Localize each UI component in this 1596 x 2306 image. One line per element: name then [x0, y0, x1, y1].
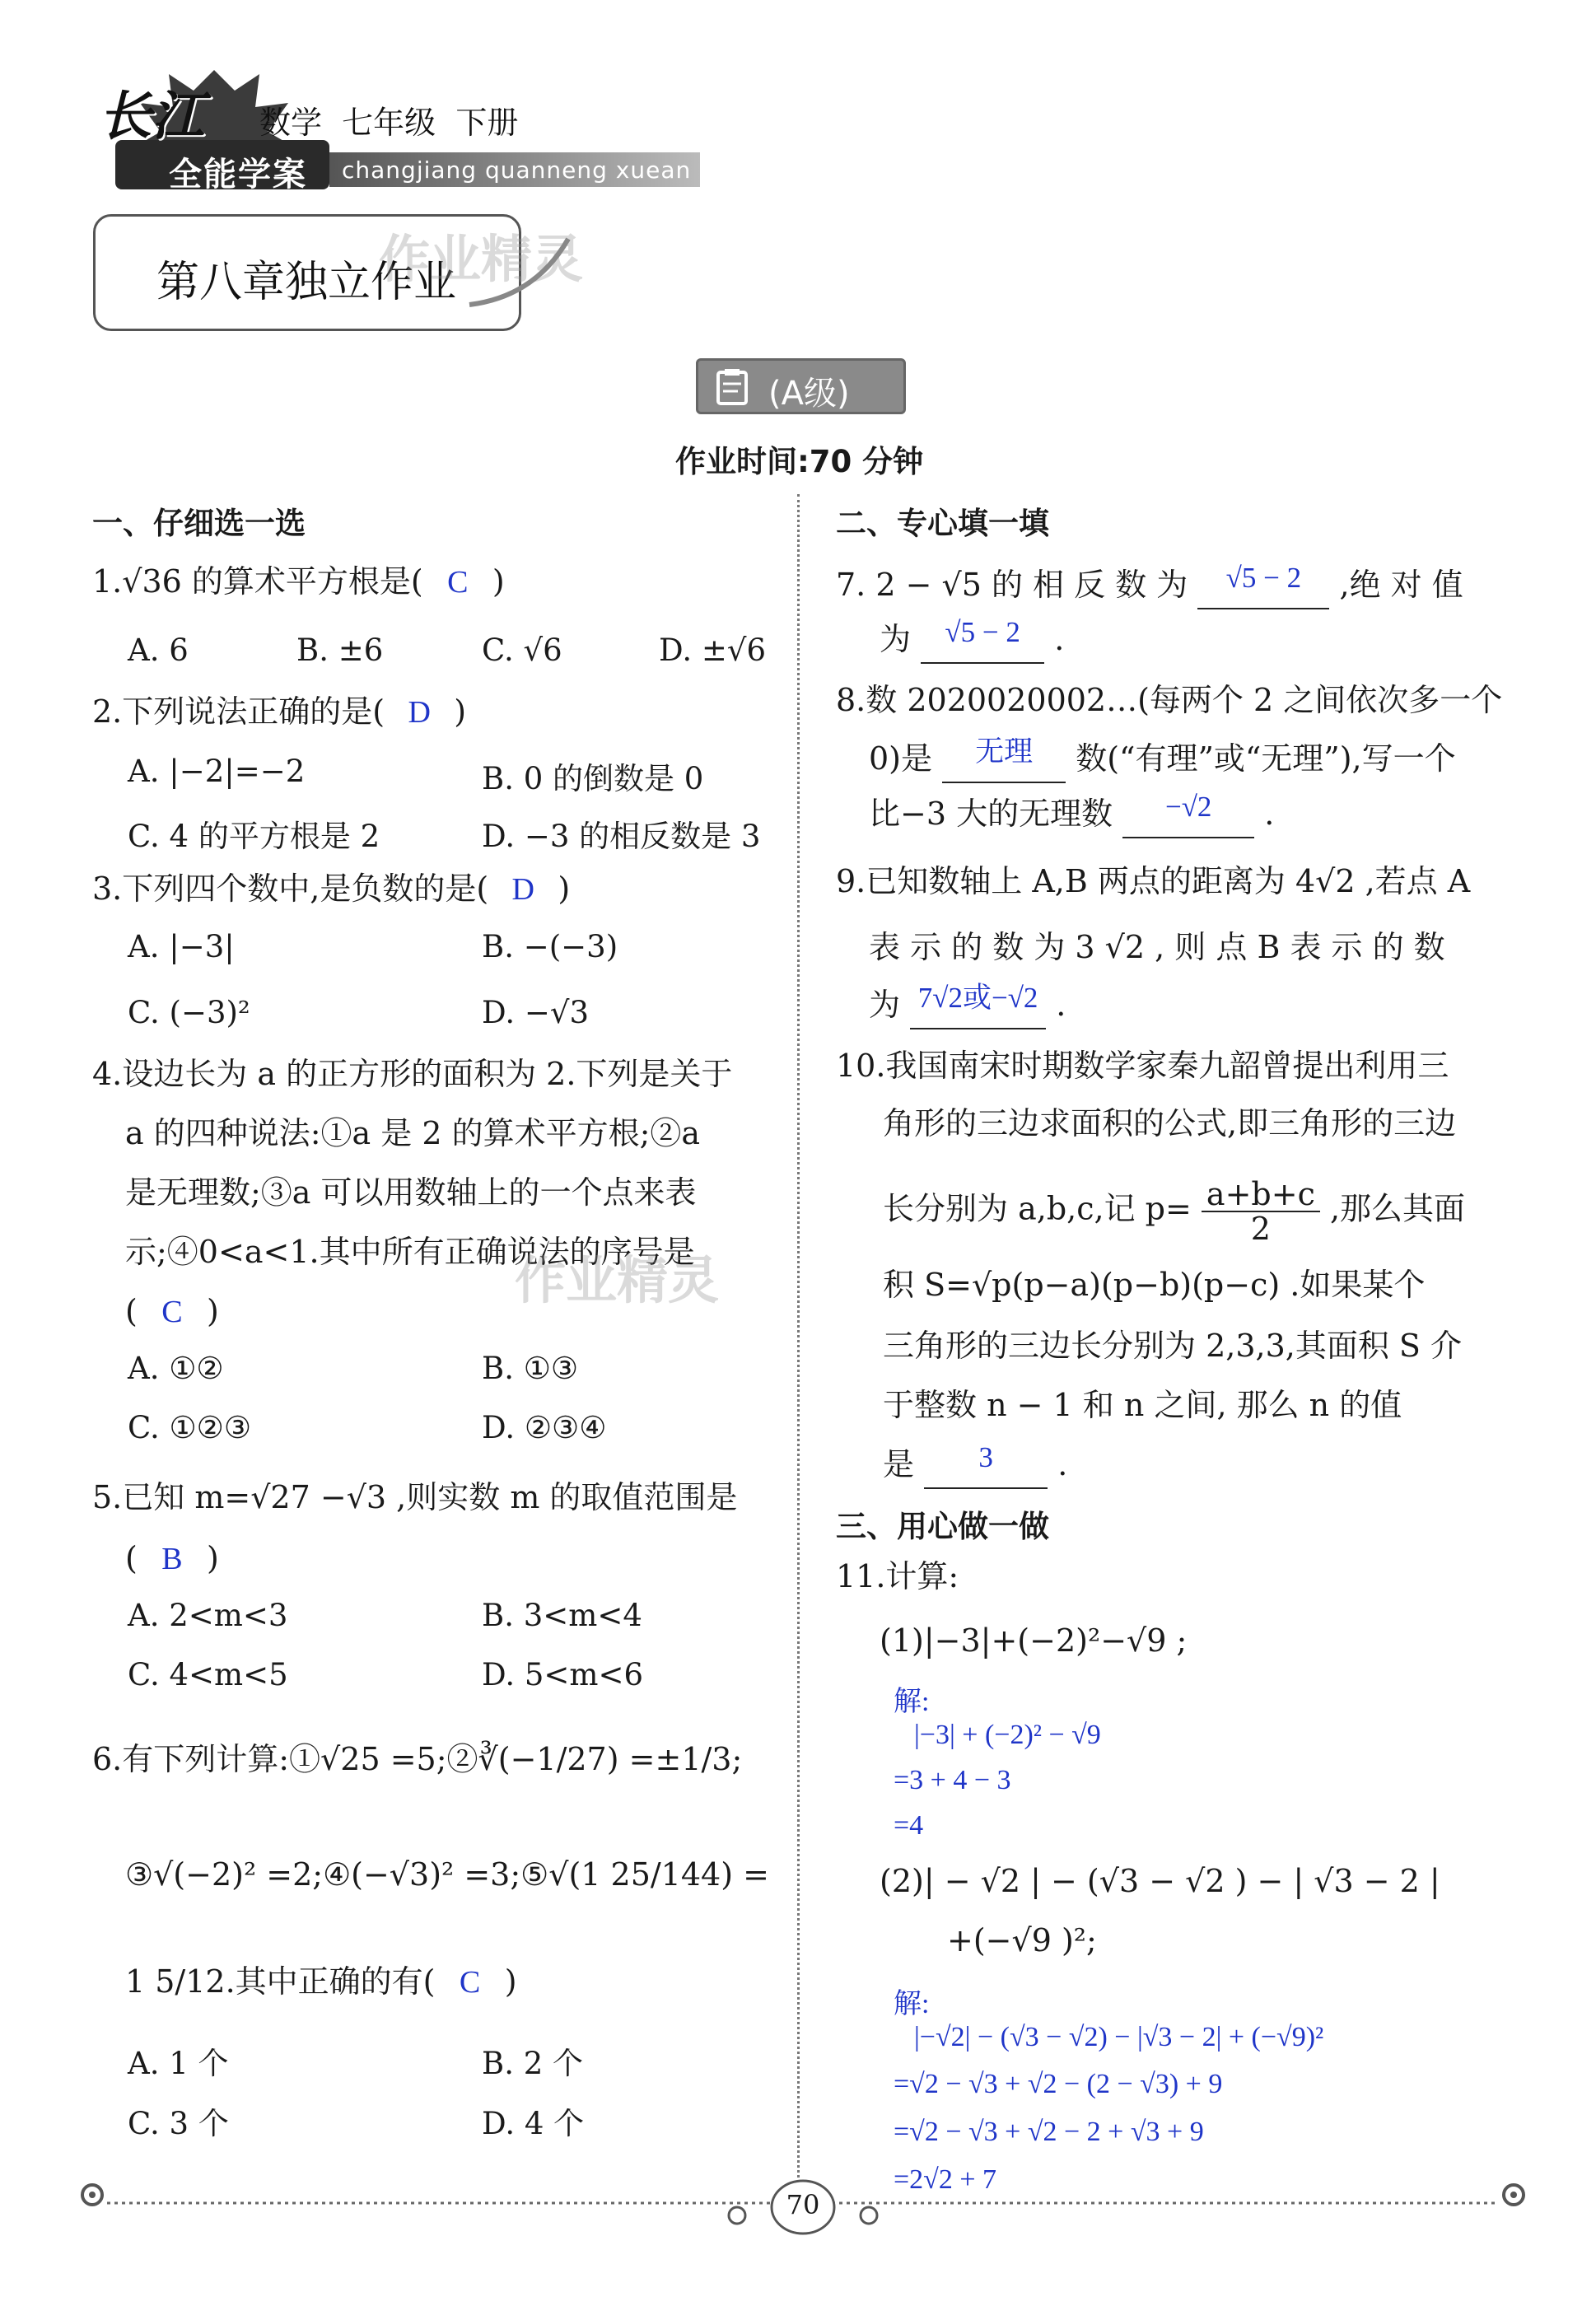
- q4-answer: C: [161, 1295, 183, 1329]
- q2-stem: 2.下列说法正确的是(: [92, 693, 385, 730]
- q11-title: 11.计算:: [836, 1558, 959, 1594]
- q2-close: ): [454, 693, 467, 730]
- q7-pre2: 为: [880, 621, 912, 657]
- q10-line-6: 于整数 n − 1 和 n 之间, 那么 n 的值: [883, 1387, 1402, 1423]
- q4-option-d: D. ②③④: [482, 1410, 607, 1445]
- q5-answer-line: [125, 1537, 219, 1580]
- section-1-heading: 一、仔细选一选: [92, 506, 306, 541]
- q1-option-b: B. ±6: [296, 633, 384, 668]
- q5-answer: B: [161, 1542, 183, 1576]
- q10-l3b: ,那么其面: [1329, 1190, 1466, 1227]
- q6-close: ): [504, 1963, 517, 2000]
- q8-end: .: [1264, 796, 1275, 832]
- q9-end: .: [1056, 987, 1066, 1023]
- q8-blank-1: [942, 737, 1066, 783]
- q2-answer: D: [408, 695, 431, 730]
- q11-part-2a: (2)| − √2 | − (√3 − √2 ) − | √3 − 2 |: [880, 1863, 1440, 1899]
- q4-option-a: A. ①②: [128, 1351, 224, 1386]
- q8-blank-2: [1122, 792, 1254, 838]
- q6-option-a: A. 1 个: [128, 2046, 229, 2081]
- q3-answer: D: [511, 872, 534, 907]
- q10-line-2: 角形的三边求面积的公式,即三角形的三边: [883, 1105, 1457, 1141]
- q11-sol1-line-1: 解:: [894, 1687, 930, 1717]
- book-info: 数学 七年级 下册: [259, 105, 519, 141]
- q11-sol1-line-4: =4: [894, 1810, 924, 1841]
- q8-l3a: 比−3 大的无理数: [869, 796, 1113, 832]
- q4-line-3: 是无理数;③a 可以用数轴上的一个点来表: [125, 1174, 697, 1211]
- section-2-heading: 二、专心填一填: [836, 506, 1049, 541]
- q4-line-2: a 的四种说法:①a 是 2 的算术平方根;②a: [125, 1115, 701, 1151]
- q3-stem: 3.下列四个数中,是负数的是(: [92, 871, 489, 907]
- q3-option-a: A. |−3|: [128, 929, 235, 964]
- q6-line-2: ③√(−2)² =2;④(−√3)² =3;⑤√(1 25/144) =: [125, 1856, 769, 1893]
- q9-answer: 7√2或−√2: [917, 982, 1038, 1014]
- q4-close: ): [207, 1293, 219, 1329]
- q10-line-3: [883, 1178, 1465, 1245]
- q1-close: ): [492, 563, 505, 600]
- q7-blank-1: [1197, 563, 1329, 609]
- logo-bottom-text: 全能学案: [169, 156, 307, 194]
- q3-text: [92, 867, 570, 911]
- q11-sol1-line-2: |−3| + (−2)² − √9: [914, 1720, 1101, 1750]
- q5-close: ): [207, 1540, 219, 1576]
- q7-stem: 7. 2 − √5 的 相 反 数 为: [836, 567, 1188, 603]
- q7-answer-1: √5 − 2: [1225, 562, 1302, 594]
- q1-option-a: A. 6: [128, 633, 189, 668]
- q9-line-2: 表 示 的 数 为 3 √2 , 则 点 B 表 示 的 数: [869, 929, 1445, 965]
- q6-option-d: D. 4 个: [482, 2106, 585, 2141]
- swoosh-decoration: [461, 222, 585, 321]
- level-badge: [696, 358, 906, 414]
- watermark-middle: 作业精灵: [515, 1250, 720, 1310]
- q7-end: .: [1054, 621, 1065, 657]
- q4-option-b: B. ①③: [482, 1351, 579, 1386]
- q7-mid: ,绝 对 值: [1339, 567, 1463, 603]
- q1-text: [92, 560, 505, 604]
- q11-sol2-line-2: |−√2| − (√3 − √2) − |√3 − 2| + (−√9)²: [914, 2022, 1324, 2052]
- q8-line-1: 8.数 2020020002…(每两个 2 之间依次多一个: [836, 682, 1503, 718]
- level-text: (A级): [768, 375, 850, 413]
- q10-answer: 3: [978, 1441, 993, 1473]
- q4-line-1: 4.设边长为 a 的正方形的面积为 2.下列是关于: [92, 1056, 733, 1092]
- q10-line-7: [883, 1443, 1067, 1489]
- column-divider: [797, 494, 800, 2182]
- q11-sol2-line-4: =√2 − √3 + √2 − 2 + √3 + 9: [894, 2117, 1204, 2147]
- q10-l7a: 是: [883, 1446, 915, 1482]
- q3-option-d: D. −√3: [482, 995, 589, 1030]
- time-line: 作业时间:70 分钟: [675, 444, 924, 479]
- q5-option-d: D. 5<m<6: [482, 1657, 644, 1692]
- q11-part-2b: +(−√9 )²;: [947, 1922, 1097, 1958]
- q8-line-3: [869, 792, 1274, 838]
- q2-option-b: B. 0 的倒数是 0: [482, 761, 704, 796]
- page-number: 70: [786, 2189, 820, 2220]
- q10-line-1: 10.我国南宋时期数学家秦九韶曾提出利用三: [836, 1048, 1449, 1084]
- q3-option-c: C. (−3)²: [128, 995, 250, 1030]
- section-3-heading: 三、用心做一做: [836, 1509, 1049, 1544]
- chapter-title: 第八章独立作业: [156, 258, 457, 307]
- q8-answer-2: −√2: [1164, 791, 1212, 823]
- watermark-top: 作业精灵: [379, 229, 584, 289]
- q9-l3a: 为: [869, 987, 901, 1023]
- q6-option-c: C. 3 个: [128, 2106, 229, 2141]
- q1-option-d: D. ±√6: [659, 633, 766, 668]
- header: [91, 58, 700, 198]
- q4-line-4: 示;④0<a<1.其中所有正确说法的序号是: [125, 1234, 695, 1270]
- q7-line-2: [880, 618, 1064, 664]
- q10-l3a: 长分别为 a,b,c,记 p=: [883, 1190, 1192, 1227]
- q11-sol2-line-1: 解:: [894, 1989, 930, 2019]
- q10-frac-num: a+b+c: [1202, 1178, 1320, 1212]
- q5-text: 5.已知 m=√27 −√3 ,则实数 m 的取值范围是: [92, 1479, 738, 1515]
- q1-stem: 1.√36 的算术平方根是(: [92, 563, 423, 600]
- q8-l2b: 数(“有理”或“无理”),写一个: [1076, 740, 1456, 777]
- q9-blank: [910, 983, 1046, 1029]
- q11-sol2-line-5: =2√2 + 7: [894, 2164, 997, 2195]
- q10-end: .: [1057, 1446, 1068, 1482]
- q5-open: (: [125, 1540, 138, 1576]
- q9-line-3: [869, 983, 1066, 1029]
- q10-line-5: 三角形的三边长分别为 2,3,3,其面积 S 介: [883, 1328, 1463, 1364]
- pinyin-text: changjiang quanneng xuean: [342, 156, 692, 184]
- q11-sol2-line-3: =√2 − √3 + √2 − (2 − √3) + 9: [894, 2069, 1223, 2099]
- q5-option-b: B. 3<m<4: [482, 1598, 642, 1633]
- q4-option-c: C. ①②③: [128, 1410, 252, 1445]
- q3-close: ): [558, 871, 571, 907]
- q2-text: [92, 690, 466, 734]
- q1-option-c: C. √6: [482, 633, 562, 668]
- logo-top-text: 长江: [99, 86, 204, 147]
- q8-l2a: 0)是: [869, 740, 933, 777]
- q7-line-1: [836, 563, 1463, 609]
- q8-answer-1: 无理: [975, 735, 1034, 768]
- clipboard-icon: [713, 367, 753, 407]
- q7-blank-2: [921, 618, 1044, 664]
- q2-option-c: C. 4 的平方根是 2: [128, 819, 380, 854]
- q11-sol1-line-3: =3 + 4 − 3: [894, 1765, 1011, 1795]
- q1-answer: C: [447, 565, 469, 600]
- q5-option-a: A. 2<m<3: [128, 1598, 288, 1633]
- q6-line-1: 6.有下列计算:①√25 =5;②∛(−1/27) =±1/3;: [92, 1741, 743, 1777]
- q6-stem: 1 5/12.其中正确的有(: [125, 1963, 436, 2000]
- q6-option-b: B. 2 个: [482, 2046, 584, 2081]
- q5-option-c: C. 4<m<5: [128, 1657, 288, 1692]
- q2-option-d: D. −3 的相反数是 3: [482, 819, 761, 854]
- q4-open: (: [125, 1293, 138, 1329]
- q6-line-3: [125, 1960, 517, 2004]
- q2-option-a: A. |−2|=−2: [128, 754, 306, 789]
- q11-part-1: (1)|−3|+(−2)²−√9 ;: [880, 1622, 1188, 1659]
- q10-blank: [924, 1443, 1048, 1489]
- q3-option-b: B. −(−3): [482, 929, 618, 964]
- q6-answer: C: [459, 1965, 481, 2000]
- q8-line-2: [869, 737, 1456, 783]
- q10-fraction: [1202, 1178, 1320, 1245]
- q9-line-1: 9.已知数轴上 A,B 两点的距离为 4√2 ,若点 A: [836, 863, 1471, 899]
- q10-line-4: 积 S=√p(p−a)(p−b)(p−c) .如果某个: [883, 1267, 1426, 1303]
- q7-answer-2: √5 − 2: [945, 616, 1020, 648]
- q10-frac-den: 2: [1250, 1211, 1271, 1247]
- q4-answer-line: [125, 1290, 219, 1333]
